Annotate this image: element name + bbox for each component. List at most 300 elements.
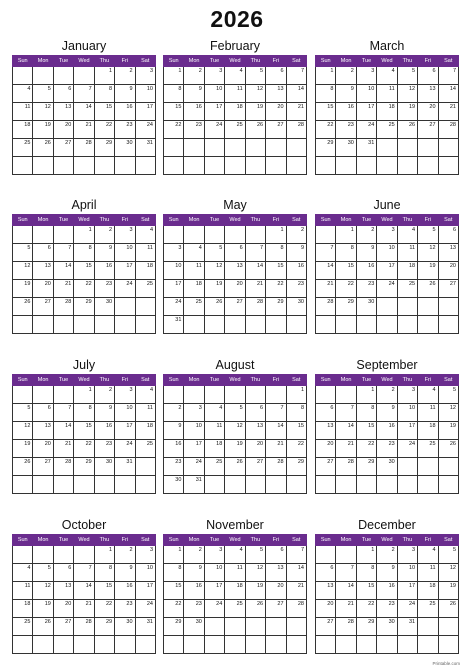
- day-cell: 6: [418, 67, 438, 85]
- day-cell: 25: [418, 600, 438, 618]
- day-cell: 14: [74, 582, 94, 600]
- day-cell: 16: [286, 262, 306, 280]
- day-cell: 24: [115, 440, 135, 458]
- weekday-label: Tue: [356, 56, 376, 67]
- day-cell: 8: [164, 85, 184, 103]
- day-cell: 26: [418, 280, 438, 298]
- day-cell: 12: [438, 404, 458, 422]
- day-cell: 23: [377, 600, 397, 618]
- day-cell: 21: [53, 280, 73, 298]
- day-cell: 27: [418, 121, 438, 139]
- day-cell: [135, 157, 155, 175]
- day-cell: 2: [286, 226, 306, 244]
- day-cell: 11: [418, 564, 438, 582]
- weekday-label: Tue: [204, 215, 224, 226]
- day-cell: 29: [336, 298, 356, 316]
- weekday-label: Tue: [53, 535, 73, 546]
- weekday-label: Sat: [438, 215, 458, 226]
- day-cell: 1: [356, 386, 376, 404]
- day-cell: 5: [438, 546, 458, 564]
- day-cell: 17: [397, 582, 417, 600]
- day-cell: [94, 316, 114, 334]
- day-cell: 12: [245, 85, 265, 103]
- day-cell: 2: [94, 226, 114, 244]
- day-cell: [225, 157, 245, 175]
- week-row: [164, 618, 307, 636]
- day-cell: 26: [225, 458, 245, 476]
- day-cell: 10: [115, 244, 135, 262]
- weekday-label: Wed: [377, 56, 397, 67]
- day-cell: 17: [204, 582, 224, 600]
- month-march: [315, 37, 459, 175]
- day-cell: 18: [225, 103, 245, 121]
- weekday-header-row: [13, 215, 156, 226]
- day-cell: 22: [74, 440, 94, 458]
- day-cell: 11: [377, 85, 397, 103]
- day-cell: 9: [286, 244, 306, 262]
- day-cell: 18: [377, 103, 397, 121]
- day-cell: [266, 476, 286, 494]
- day-cell: 14: [74, 103, 94, 121]
- day-cell: 18: [225, 582, 245, 600]
- day-cell: 2: [336, 67, 356, 85]
- day-cell: [336, 386, 356, 404]
- day-cell: 16: [377, 582, 397, 600]
- weekday-label: Thu: [397, 375, 417, 386]
- day-cell: 29: [74, 298, 94, 316]
- week-row: [164, 298, 307, 316]
- day-cell: [53, 546, 73, 564]
- day-cell: 8: [74, 244, 94, 262]
- day-cell: [204, 636, 224, 654]
- day-cell: 14: [53, 262, 73, 280]
- day-cell: 25: [418, 440, 438, 458]
- day-cell: [418, 298, 438, 316]
- weekday-label: Sat: [135, 375, 155, 386]
- week-row: [13, 316, 156, 334]
- day-cell: 17: [184, 440, 204, 458]
- day-cell: 6: [53, 564, 73, 582]
- day-cell: [286, 476, 306, 494]
- month-table: [163, 374, 307, 494]
- day-cell: 23: [377, 440, 397, 458]
- day-cell: [377, 636, 397, 654]
- day-cell: 10: [204, 85, 224, 103]
- day-cell: 29: [94, 139, 114, 157]
- weekday-label: Sun: [164, 56, 184, 67]
- day-cell: 28: [286, 121, 306, 139]
- day-cell: [225, 316, 245, 334]
- day-cell: 19: [438, 422, 458, 440]
- day-cell: 17: [135, 103, 155, 121]
- day-cell: [377, 139, 397, 157]
- day-cell: [397, 157, 417, 175]
- month-name: August: [215, 358, 255, 372]
- day-cell: 10: [135, 564, 155, 582]
- day-cell: 6: [316, 404, 336, 422]
- day-cell: 19: [13, 280, 33, 298]
- day-cell: 11: [397, 244, 417, 262]
- day-cell: [316, 157, 336, 175]
- day-cell: 2: [164, 404, 184, 422]
- day-cell: [336, 316, 356, 334]
- day-cell: 24: [135, 600, 155, 618]
- week-row: [13, 244, 156, 262]
- day-cell: 4: [397, 226, 417, 244]
- day-cell: 9: [377, 404, 397, 422]
- day-cell: 2: [115, 546, 135, 564]
- week-row: [316, 157, 459, 175]
- weekday-label: Wed: [74, 56, 94, 67]
- week-row: [164, 67, 307, 85]
- day-cell: [204, 618, 224, 636]
- day-cell: 28: [53, 458, 73, 476]
- day-cell: 4: [13, 85, 33, 103]
- weekday-label: Wed: [377, 535, 397, 546]
- day-cell: 1: [316, 67, 336, 85]
- weekday-label: Sun: [164, 375, 184, 386]
- day-cell: 8: [336, 244, 356, 262]
- day-cell: [53, 636, 73, 654]
- day-cell: 9: [336, 85, 356, 103]
- month-february: [163, 37, 307, 175]
- weekday-label: Mon: [33, 535, 53, 546]
- day-cell: 19: [245, 582, 265, 600]
- day-cell: 12: [13, 422, 33, 440]
- day-cell: 6: [33, 404, 53, 422]
- day-cell: [377, 157, 397, 175]
- day-cell: 1: [74, 386, 94, 404]
- day-cell: [204, 476, 224, 494]
- month-table: [12, 534, 156, 654]
- day-cell: 14: [316, 262, 336, 280]
- weekday-label: Mon: [184, 215, 204, 226]
- day-cell: 17: [115, 262, 135, 280]
- day-cell: 29: [74, 458, 94, 476]
- day-cell: [438, 476, 458, 494]
- week-row: [13, 636, 156, 654]
- day-cell: [377, 298, 397, 316]
- month-name: January: [61, 39, 107, 53]
- day-cell: 13: [316, 422, 336, 440]
- footer-brand: Printable.com: [432, 661, 460, 666]
- day-cell: 5: [397, 67, 417, 85]
- week-row: [316, 85, 459, 103]
- day-cell: 31: [184, 476, 204, 494]
- weekday-label: Thu: [94, 535, 114, 546]
- weekday-label: Sun: [13, 375, 33, 386]
- day-cell: [135, 298, 155, 316]
- day-cell: [74, 546, 94, 564]
- month-name: February: [209, 39, 261, 53]
- week-row: [13, 564, 156, 582]
- day-cell: [438, 316, 458, 334]
- day-cell: 13: [225, 262, 245, 280]
- day-cell: 13: [33, 262, 53, 280]
- month-table: [315, 534, 459, 654]
- month-december: [315, 516, 459, 654]
- day-cell: 26: [33, 618, 53, 636]
- day-cell: [266, 316, 286, 334]
- day-cell: [397, 139, 417, 157]
- day-cell: [438, 298, 458, 316]
- day-cell: 13: [266, 564, 286, 582]
- day-cell: 9: [94, 404, 114, 422]
- week-row: [13, 280, 156, 298]
- day-cell: 30: [115, 139, 135, 157]
- month-name: November: [206, 518, 264, 532]
- weekday-label: Thu: [94, 56, 114, 67]
- day-cell: 15: [94, 103, 114, 121]
- day-cell: 18: [418, 582, 438, 600]
- day-cell: 8: [164, 564, 184, 582]
- day-cell: 9: [115, 564, 135, 582]
- day-cell: 10: [184, 422, 204, 440]
- weekday-label: Tue: [356, 215, 376, 226]
- day-cell: 4: [225, 546, 245, 564]
- day-cell: 28: [74, 618, 94, 636]
- week-row: [164, 262, 307, 280]
- month-table: [315, 55, 459, 175]
- day-cell: 18: [184, 280, 204, 298]
- day-cell: 31: [115, 458, 135, 476]
- page-title: 2026: [210, 6, 264, 32]
- week-row: [316, 600, 459, 618]
- weekday-label: Sun: [316, 215, 336, 226]
- day-cell: 22: [164, 600, 184, 618]
- day-cell: [53, 226, 73, 244]
- day-cell: [13, 546, 33, 564]
- day-cell: [115, 476, 135, 494]
- week-row: [164, 244, 307, 262]
- day-cell: 6: [225, 244, 245, 262]
- day-cell: 25: [135, 440, 155, 458]
- day-cell: [225, 386, 245, 404]
- weekday-label: Fri: [418, 215, 438, 226]
- day-cell: [33, 476, 53, 494]
- day-cell: 13: [245, 422, 265, 440]
- day-cell: 16: [184, 582, 204, 600]
- day-cell: 22: [266, 280, 286, 298]
- day-cell: 27: [316, 458, 336, 476]
- day-cell: 23: [94, 440, 114, 458]
- day-cell: 6: [438, 226, 458, 244]
- week-row: [13, 386, 156, 404]
- day-cell: [397, 476, 417, 494]
- month-table: [163, 214, 307, 334]
- day-cell: [13, 476, 33, 494]
- day-cell: 19: [418, 262, 438, 280]
- day-cell: 10: [204, 564, 224, 582]
- day-cell: 19: [33, 121, 53, 139]
- day-cell: [164, 157, 184, 175]
- day-cell: 22: [356, 440, 376, 458]
- day-cell: [13, 226, 33, 244]
- weekday-label: Tue: [204, 535, 224, 546]
- day-cell: 17: [377, 262, 397, 280]
- day-cell: 7: [74, 85, 94, 103]
- day-cell: 1: [164, 67, 184, 85]
- day-cell: 26: [13, 458, 33, 476]
- weekday-label: Tue: [204, 56, 224, 67]
- week-row: [316, 386, 459, 404]
- day-cell: [336, 546, 356, 564]
- day-cell: [225, 139, 245, 157]
- day-cell: [316, 226, 336, 244]
- day-cell: 8: [74, 404, 94, 422]
- day-cell: 14: [245, 262, 265, 280]
- week-row: [13, 139, 156, 157]
- day-cell: 21: [74, 121, 94, 139]
- weekday-label: Sat: [135, 56, 155, 67]
- day-cell: 14: [286, 85, 306, 103]
- day-cell: 19: [225, 440, 245, 458]
- day-cell: 23: [286, 280, 306, 298]
- day-cell: 30: [286, 298, 306, 316]
- day-cell: 23: [336, 121, 356, 139]
- weekday-label: Fri: [115, 215, 135, 226]
- day-cell: 30: [164, 476, 184, 494]
- day-cell: 8: [94, 85, 114, 103]
- weekday-label: Thu: [94, 215, 114, 226]
- day-cell: 27: [245, 458, 265, 476]
- day-cell: 16: [164, 440, 184, 458]
- day-cell: [74, 476, 94, 494]
- day-cell: [316, 546, 336, 564]
- day-cell: [33, 546, 53, 564]
- weekday-label: Tue: [356, 535, 376, 546]
- month-name: May: [223, 198, 247, 212]
- weekday-label: Wed: [74, 215, 94, 226]
- day-cell: [184, 157, 204, 175]
- day-cell: 15: [94, 582, 114, 600]
- day-cell: 3: [115, 226, 135, 244]
- week-row: [164, 404, 307, 422]
- weekday-label: Wed: [377, 215, 397, 226]
- week-row: [13, 85, 156, 103]
- day-cell: 3: [204, 546, 224, 564]
- weekday-label: Mon: [33, 215, 53, 226]
- day-cell: 20: [418, 103, 438, 121]
- day-cell: 7: [53, 404, 73, 422]
- week-row: [316, 636, 459, 654]
- day-cell: 8: [286, 404, 306, 422]
- weekday-label: Sat: [286, 535, 306, 546]
- day-cell: 22: [94, 600, 114, 618]
- day-cell: 30: [184, 618, 204, 636]
- day-cell: 9: [356, 244, 376, 262]
- day-cell: [94, 157, 114, 175]
- day-cell: 24: [184, 458, 204, 476]
- day-cell: 11: [204, 422, 224, 440]
- day-cell: [204, 139, 224, 157]
- month-april: [12, 196, 156, 334]
- day-cell: 7: [316, 244, 336, 262]
- day-cell: 4: [204, 404, 224, 422]
- day-cell: [418, 618, 438, 636]
- day-cell: [397, 458, 417, 476]
- day-cell: [245, 636, 265, 654]
- day-cell: [135, 316, 155, 334]
- weekday-label: Fri: [115, 535, 135, 546]
- day-cell: [225, 618, 245, 636]
- week-row: [13, 600, 156, 618]
- day-cell: 5: [13, 244, 33, 262]
- weekday-label: Fri: [266, 56, 286, 67]
- day-cell: 12: [33, 103, 53, 121]
- day-cell: 13: [266, 85, 286, 103]
- month-table: [163, 55, 307, 175]
- day-cell: 24: [204, 600, 224, 618]
- weekday-label: Wed: [225, 375, 245, 386]
- day-cell: 26: [245, 121, 265, 139]
- day-cell: 18: [13, 600, 33, 618]
- day-cell: 23: [184, 121, 204, 139]
- day-cell: 18: [418, 422, 438, 440]
- day-cell: 26: [204, 298, 224, 316]
- month-table: [12, 214, 156, 334]
- weekday-label: Wed: [74, 375, 94, 386]
- day-cell: 6: [33, 244, 53, 262]
- week-row: [164, 386, 307, 404]
- weekday-label: Fri: [266, 375, 286, 386]
- day-cell: 15: [164, 103, 184, 121]
- weekday-label: Mon: [184, 535, 204, 546]
- day-cell: 19: [33, 600, 53, 618]
- day-cell: [33, 157, 53, 175]
- day-cell: 10: [135, 85, 155, 103]
- week-row: [164, 636, 307, 654]
- month-table: [12, 55, 156, 175]
- day-cell: [13, 316, 33, 334]
- day-cell: 9: [184, 564, 204, 582]
- week-row: [13, 422, 156, 440]
- day-cell: 17: [204, 103, 224, 121]
- day-cell: [438, 458, 458, 476]
- weekday-label: Fri: [115, 375, 135, 386]
- day-cell: 24: [135, 121, 155, 139]
- weekday-label: Fri: [266, 535, 286, 546]
- day-cell: 16: [336, 103, 356, 121]
- day-cell: 3: [115, 386, 135, 404]
- month-name: March: [369, 39, 405, 53]
- day-cell: 1: [286, 386, 306, 404]
- weekday-label: Wed: [377, 375, 397, 386]
- day-cell: [397, 316, 417, 334]
- day-cell: 20: [53, 600, 73, 618]
- day-cell: [418, 316, 438, 334]
- day-cell: 16: [94, 262, 114, 280]
- day-cell: 22: [94, 121, 114, 139]
- day-cell: 13: [53, 582, 73, 600]
- day-cell: 11: [13, 103, 33, 121]
- week-row: [13, 226, 156, 244]
- weekday-label: Fri: [418, 56, 438, 67]
- weekday-label: Tue: [53, 375, 73, 386]
- day-cell: 5: [225, 404, 245, 422]
- day-cell: 8: [94, 564, 114, 582]
- day-cell: 14: [286, 564, 306, 582]
- day-cell: 15: [74, 422, 94, 440]
- day-cell: [356, 476, 376, 494]
- day-cell: [13, 157, 33, 175]
- day-cell: 16: [115, 103, 135, 121]
- day-cell: 14: [266, 422, 286, 440]
- day-cell: 29: [356, 458, 376, 476]
- day-cell: 30: [94, 458, 114, 476]
- day-cell: 21: [53, 440, 73, 458]
- day-cell: 13: [33, 422, 53, 440]
